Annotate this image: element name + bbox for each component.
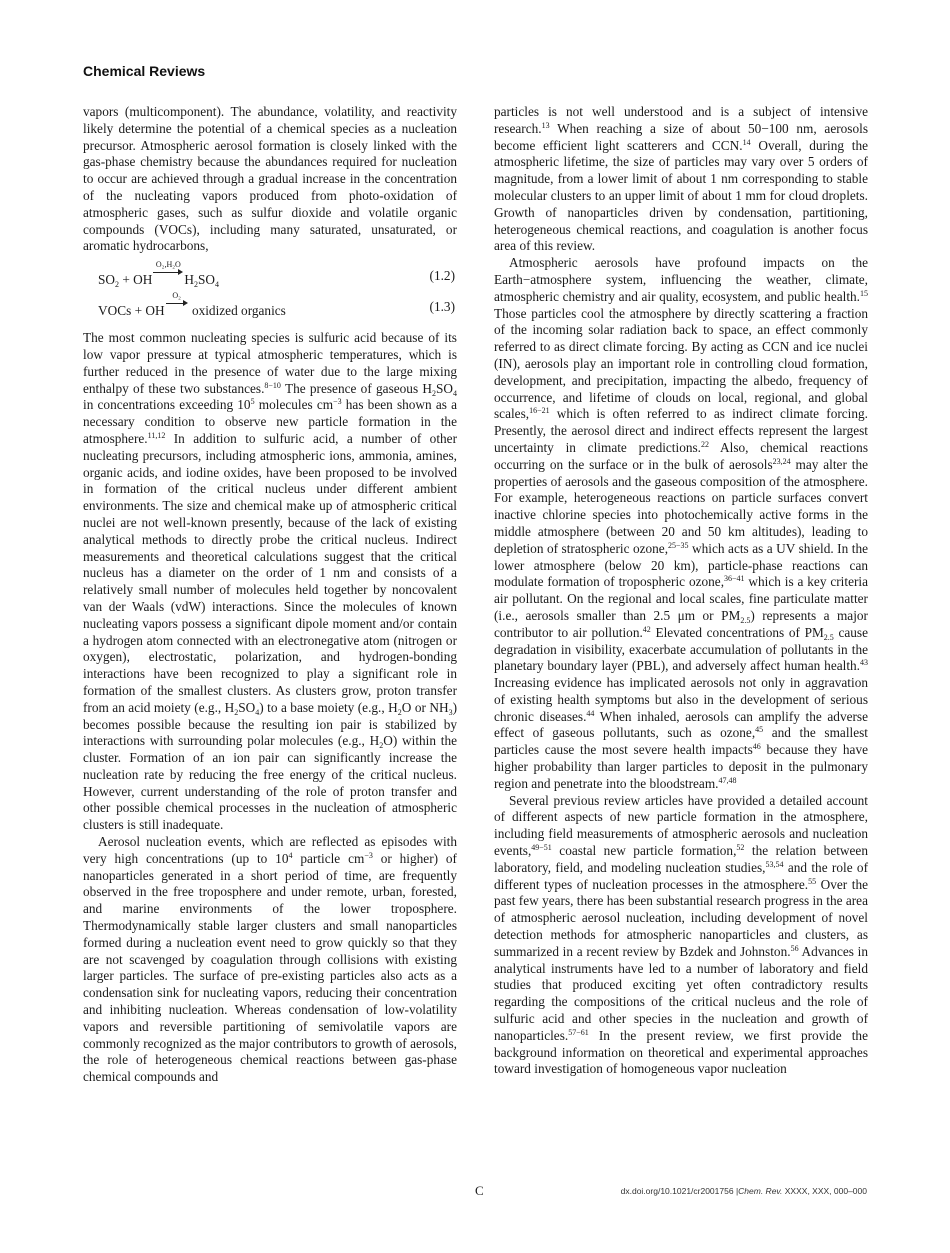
- equation-number: (1.2): [429, 268, 455, 284]
- equation-1-2: [83, 260, 457, 290]
- reaction-arrow-icon: O₂: [166, 299, 188, 309]
- paragraph: Several previous review articles have provided a detailed account of different aspects of new particle formation in the atmosphere, including field measurements of atmospheric aerosols and nucleation events,$^{49-51}$ coastal new particle formation,$^{52}$ the relation between laboratory, field, and modeling nucleation studies,$^{53,54}$ and the role of different types of nucleation processes in the atmosphere.$^{55}$ Over the past few years, there has been substantial research progress in the area of atmospheric aerosol nucleation, including development of novel detection methods for atmospheric nanoparticles and clusters, as summarized in a recent review by Bzdek and Johnston.$^{56}$ Advances in analytical instruments have led to a number of laboratory and field studies that produced exciting yet often contradictory results regarding the compositions of the critical nucleus and the role of sulfuric acid and other species in the nucleation and growth of nanoparticles.$^{57-61}$ In the present review, we first provide the background information on theoretical and experimental approaches toward investigation of homogeneous vapor nucleation: [494, 792, 869, 1077]
- reaction-arrow-icon: O₂,H₂O: [153, 268, 183, 278]
- journal-header: Chemical Reviews: [83, 63, 206, 79]
- equation-expression: $SO_2$ + OH O₂,H₂O $H_2SO_4$: [98, 260, 219, 290]
- page-number: C: [475, 1183, 484, 1198]
- paragraph: vapors (multicomponent). The abundance, volatility, and reactivity likely determine the potential of a chemical species as a nucleation precursor. Atmospheric aerosol formation is closely linked with the gas-phase chemistry because the abundances required for nucleation to occur are achieved through a gradual increase in the concentration of the nucleating vapors produced from photo-oxidation of atmospheric gases, such as sulfur dioxide and volatile organic compounds (VOCs), including many saturated, unsaturated, or aromatic hydrocarbons,: [83, 104, 457, 254]
- equation-expression: VOCs + OH O₂ oxidized organics: [98, 291, 286, 319]
- equation-1-3: [83, 291, 457, 319]
- right-column: [494, 104, 868, 1078]
- left-column: [83, 104, 457, 1086]
- paragraph: particles is not well understood and is a subject of intensive research.$^{13}$ When reaching a size of about 50−100 nm, aerosols become efficient light scatterers and CCN.$^{14}$ Overall, during the atmospheric lifetime, the size of particles may vary over 5 orders of magnitude, from a lower limit of about 1 nm corresponding to stable molecular clusters to an upper limit of about 1 mm for cloud droplets. Growth of nanoparticles driven by condensation, partitioning, heterogeneous chemical reactions, and coagulation is another focus area of this review.: [494, 104, 868, 254]
- paragraph: Atmospheric aerosols have profound impacts on the Earth−atmosphere system, influencing the weather, climate, atmospheric chemistry and air quality, ecosystem, and public health.$^{15}$ Those particles cool the atmosphere by directly scattering a fraction of the incoming solar radiation back to space, an effect commonly referred to as direct climate forcing. By acting as CCN and ice nuclei (IN), aerosols play an important role in controlling cloud formation, development, and precipitation, impacting the albedo, frequency of occurrence, and lifetime of clouds on local, regional, and global scales,$^{16-21}$ which is often referred to as indirect climate forcing. Presently, the aerosol direct and indirect effects represent the largest uncertainty in climate predictions.$^{22}$ Also, chemical reactions occurring on the surface or in the bulk of aerosols$^{23,24}$ may alter the properties of aerosols and the gaseous composition of the atmosphere. For example, heterogeneous reactions on particle surfaces convert inactive chlorine species into photochemically active forms in the middle atmosphere (between 20 and 50 km altitudes), leading to depletion of stratospheric ozone,$^{25-35}$ which acts as a UV shield. In the lower atmosphere (below 20 km), particle-phase reactions can modulate formation of tropospheric ozone,$^{36-41}$ which is a key criteria air pollutant. On the regional and local scales, fine particulate matter (i.e., aerosols smaller than 2.5 μm or $PM_{2.5}$) represents a major contributor to air pollution.$^{42}$ Elevated concentrations of $PM_{2.5}$ cause degradation in visibility, exacerbate accumulation of pollutants in the planetary boundary layer (PBL), and adversely affect human health.$^{43}$ Increasing evidence has implicated aerosols not only in aggravation of existing health symptoms but also in the development of serious chronic diseases.$^{44}$ When inhaled, aerosols can amplify the adverse effect of gaseous pollutants, such as ozone,$^{45}$ and the smallest particles cause the most severe health impacts$^{46}$ because they have higher probability than larger particles to deposit in the pulmonary region and penetrate into the bloodstream.$^{47,48}$: [494, 255, 869, 791]
- paragraph: The most common nucleating species is sulfuric acid because of its low vapor pressure at typical atmospheric temperatures, which is further reduced in the presence of water due to the large mixing enthalpy of these two substances.$^{8-10}$ The presence of gaseous $H_2SO_4$ in concentrations exceeding $10^5$ molecules $cm^{-3}$ has been shown as a necessary condition to observe new particle formation in the atmosphere.$^{11,12}$ In addition to sulfuric acid, a number of other nucleating precursors, including atmospheric ions, ammonia, amines, organic acids, and iodine oxides, have been proposed to be involved in formation of the critical nucleus under different ambient environments. The size and chemical make up of atmospheric critical nuclei are not well-known presently, because of the lack of existing analytical methods to directly probe the critical nucleus. Indirect measurements and theoretical calculations suggest that the critical nucleus has a diameter on the order of 1 nm and consists of a relatively small number of molecules held together by noncovalent van der Waals (vdW) interactions. Since the molecules of known nucleating vapors possess a significant dipole moment and/or contain a hydrogen atom connected with an electronegative atom (nitrogen or oxygen), electrostatic, polarization, and hydrogen-bonding interactions have been recognized to play a significant role in formation of the smallest clusters. As clusters grow, proton transfer from an acid moiety (e.g., $H_2SO_4$) to a base moiety (e.g., $H_2O$ or $NH_3$) becomes possible because the resulting ion pair is stabilized by interactions with surrounding polar molecules (e.g., $H_2O$) within the cluster. Formation of an ion pair can significantly increase the nucleation rate by reducing the free energy of the critical nucleus. However, current understanding of the role of proton transfer and other possible chemical processes in the nucleation of atmospheric clusters is still inadequate.: [83, 330, 457, 833]
- paragraph: Aerosol nucleation events, which are reflected as episodes with very high concentrations (up to $10^4$ particle $cm^{-3}$ or higher) of nanoparticles generated in a short period of time, are frequently observed in the free troposphere and under remote, urban, forested, and marine environments of the lower troposphere. Thermodynamically stable larger clusters and small nanoparticles formed during a nucleation event need to grow quickly so that they are not scavenged by coagulation through collisions with existing larger particles. The surface of pre-existing particles also acts as a condensation sink for nucleating vapors, reducing their concentration and inhibiting nucleation. Whereas condensation of low-volatility vapors and reversible partitioning of semivolatile vapors are commonly recognized as the major contributors to growth of aerosols, the role of heterogeneous chemical reactions between gas-phase chemical compounds and: [83, 834, 457, 1085]
- doi-citation: dx.doi.org/10.1021/cr2001756 |Chem. Rev. XXXX, XXX, 000–000: [620, 1186, 867, 1196]
- equation-number: (1.3): [429, 299, 455, 315]
- doi-link[interactable]: dx.doi.org/10.1021/cr2001756: [620, 1186, 734, 1196]
